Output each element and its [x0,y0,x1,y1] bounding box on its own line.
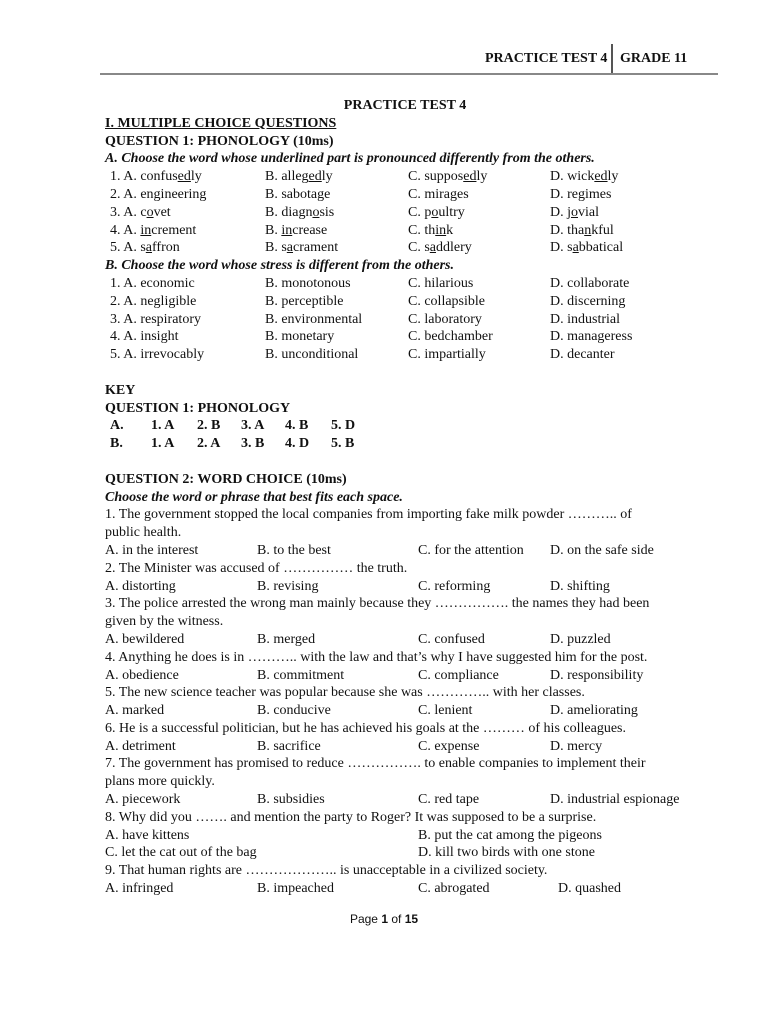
answer-option: C. for the attention [418,542,524,558]
phonology-option [550,168,618,186]
answer-option: B. conducive [257,703,331,719]
header-divider [611,44,613,74]
option-text: D. j [550,204,571,220]
question-stem: plans more quickly. [105,774,215,790]
options-row [105,738,705,756]
answer-option: B. commitment [257,667,345,683]
key-answer: A. [110,418,124,434]
stress-b-row [105,311,705,329]
page-title: PRACTICE TEST 4 [343,98,467,113]
stress-option: 5. A. irrevocably [110,347,205,363]
underlined-part: a [429,240,437,256]
header-grade: GRADE 11 [620,51,688,66]
phonology-option [408,204,465,222]
options-row [105,880,705,898]
underlined-part: o [571,204,578,220]
phonology-a-row [105,186,705,204]
stress-option: D. decanter [550,347,615,363]
option-text: D. regimes [550,186,612,202]
q2-heading: QUESTION 2: WORD CHOICE (10ms) [105,471,347,487]
question-stem: 3. The police arrested the wrong man mainly because they ……………. the names they had been [105,596,650,612]
key-answer: 1. A [151,418,175,434]
page-footer [0,912,768,926]
question-stem: 1. The government stopped the local companies from importing fake milk powder ……….. of [105,507,632,523]
stress-b-row [105,346,705,364]
option-text: D. wick [550,169,595,185]
stress-option: C. laboratory [408,311,482,327]
underlined-part: o [431,204,439,220]
stress-b-row [105,293,705,311]
underlined-part: in [435,222,447,238]
document-body [105,97,705,898]
underlined-part: a [286,240,294,256]
key-answer: 1. A [151,436,175,452]
answer-option: C. confused [418,631,485,647]
question-stem: given by the witness. [105,614,224,630]
footer-of: of [388,912,405,926]
key-answer: B. [110,436,123,452]
option-text: bbatical [578,240,624,256]
phonology-option [110,186,206,204]
option-text: B. [265,222,282,238]
question-stem: public health. [105,525,182,541]
stress-option: 2. A. negligible [110,293,197,309]
option-text: ly [321,169,333,185]
options-row [105,844,705,862]
answer-option: A. marked [105,703,165,719]
underlined-part: in [140,222,152,238]
key-label: KEY [105,382,136,398]
underlined-part: ed [177,169,191,185]
underlined-part: a [145,240,153,256]
question-stem: 7. The government has promised to reduce ……………. to enable companies to implement their [105,756,646,772]
phonology-option [550,239,623,257]
option-text: ly [190,169,202,185]
answer-option: C. expense [418,738,480,754]
phonology-a-row [105,222,705,240]
stress-b-row [105,328,705,346]
option-text: k [446,222,454,238]
key-answer: 2. A [197,436,221,452]
key-row [105,417,705,435]
spacer [105,453,705,471]
key-row [105,435,705,453]
answer-option: B. subsidies [257,792,325,808]
option-text: ffron [152,240,180,256]
question-stem: 8. Why did you ……. and mention the party to Roger? It was supposed to be a surprise. [105,809,597,825]
phonology-option [265,186,330,204]
option-text: C. suppos [408,169,464,185]
answer-option: A. distorting [105,578,176,594]
question-stem: 5. The new science teacher was popular because she was ………….. with her classes. [105,685,585,701]
question-stem: 4. Anything he does is in ……….. with the law and that’s why I have suggested him for the post. [105,649,648,665]
answer-option: B. impeached [257,881,334,897]
option-text: B. s [265,240,287,256]
header-rule [100,73,718,75]
option-text: crament [293,240,339,256]
answer-option: A. have kittens [105,827,190,843]
phonology-option [408,222,453,240]
option-text: C. th [408,222,436,238]
answer-option: C. let the cat out of the bag [105,845,257,861]
answer-option: B. sacrifice [257,738,321,754]
stress-option: D. discerning [550,293,626,309]
stress-option: C. impartially [408,347,486,363]
option-text: vial [578,204,599,220]
option-text: 3. A. c [110,204,147,220]
option-text: 5. A. s [110,240,146,256]
phonology-option [550,222,614,240]
options-row [105,827,705,845]
option-text: ly [607,169,619,185]
answer-option: D. kill two birds with one stone [418,845,595,861]
option-text: vet [153,204,171,220]
answer-option: B. put the cat among the pigeons [418,827,602,843]
key-answer: 4. D [285,436,310,452]
phonology-a-row [105,204,705,222]
answer-option: A. in the interest [105,542,199,558]
underlined-part: n [584,222,592,238]
phonology-a-row [105,239,705,257]
question-stem: 6. He is a successful politician, but he has achieved his goals at the ……… of his colleagues. [105,720,626,736]
phonology-option [265,204,334,222]
stress-option: B. monotonous [265,275,351,291]
option-text: B. diagn [265,204,313,220]
phonology-option [265,222,327,240]
stress-option: D. manageress [550,329,633,345]
underlined-part: ed [594,169,608,185]
answer-option: A. infringed [105,881,174,897]
key-answer: 3. B [241,436,265,452]
answer-option: D. on the safe side [550,542,654,558]
answer-option: B. revising [257,578,319,594]
answer-option: D. puzzled [550,631,611,647]
key-answer: 5. D [331,418,356,434]
phonology-option [265,168,333,186]
option-text: C. p [408,204,432,220]
q1-heading: QUESTION 1: PHONOLOGY (10ms) [105,133,334,149]
option-text: ly [476,169,488,185]
option-text: C. s [408,240,430,256]
options-row [105,578,705,596]
phonology-option [550,186,611,204]
stress-option: B. environmental [265,311,363,327]
q1-a-instruction: A. Choose the word whose underlined part is pronounced differently from the others. [105,151,595,167]
option-text: crease [292,222,328,238]
phonology-a-row [105,168,705,186]
phonology-option [110,222,196,240]
option-text: 4. A. [110,222,141,238]
option-text: D. s [550,240,573,256]
option-text: 1. A. confus [110,169,178,185]
answer-option: D. industrial espionage [550,792,680,808]
answer-option: C. abrogated [418,881,490,897]
underlined-part: o [312,204,320,220]
option-text: kful [591,222,614,238]
options-row [105,667,705,685]
answer-option: C. reforming [418,578,491,594]
option-text: D. tha [550,222,585,238]
answer-option: D. responsibility [550,667,644,683]
answer-option: B. merged [257,631,316,647]
underlined-part: o [146,204,154,220]
phonology-option [110,168,202,186]
option-text: sis [319,204,335,220]
options-row [105,542,705,560]
answer-option: D. shifting [550,578,610,594]
phonology-option [408,239,472,257]
options-row [105,631,705,649]
answer-option: C. compliance [418,667,499,683]
answer-option: C. lenient [418,703,473,719]
stress-option: B. perceptible [265,293,344,309]
phonology-option [408,168,487,186]
key-answer: 2. B [197,418,221,434]
underlined-part: a [572,240,579,256]
stress-option: B. monetary [265,329,335,345]
stress-b-row [105,275,705,293]
phonology-option [265,239,338,257]
answer-option: C. red tape [418,792,480,808]
phonology-option [110,204,171,222]
stress-option: B. unconditional [265,347,359,363]
stress-option: C. bedchamber [408,329,493,345]
footer-total-pages: 15 [404,912,419,926]
option-text: ultry [438,204,465,220]
option-text: 2. A. engineering [110,186,207,202]
answer-option: A. detriment [105,738,176,754]
option-text: ddlery [436,240,472,256]
answer-option: D. mercy [550,738,603,754]
underlined-part: in [281,222,293,238]
q1-b-instruction: B. Choose the word whose stress is different from the others. [105,258,455,274]
answer-option: A. piecework [105,792,181,808]
key-heading: QUESTION 1: PHONOLOGY [105,400,291,416]
options-row [105,702,705,720]
stress-option: 4. A. insight [110,329,179,345]
question-stem: 2. The Minister was accused of …………… the truth. [105,560,408,576]
spacer [105,364,705,382]
phonology-option [550,204,599,222]
header-test-title: PRACTICE TEST 4 [485,51,608,66]
footer-page-prefix: Page [349,912,382,926]
q2-instruction: Choose the word or phrase that best fits each space. [105,489,403,505]
page-header [0,0,768,80]
stress-option: C. hilarious [408,275,474,291]
answer-option: D. quashed [558,881,621,897]
stress-option: 1. A. economic [110,275,195,291]
option-text: B. sabotage [265,186,331,202]
stress-option: 3. A. respiratory [110,311,201,327]
stress-option: D. collaborate [550,275,630,291]
answer-option: D. ameliorating [550,703,638,719]
footer-current-page: 1 [381,912,388,926]
answer-option: A. obedience [105,667,179,683]
stress-option: D. industrial [550,311,620,327]
key-answer: 4. B [285,418,309,434]
key-answer: 5. B [331,436,355,452]
option-text: B. alleg [265,169,309,185]
answer-option: B. to the best [257,542,331,558]
key-answer: 3. A [241,418,265,434]
phonology-option [408,186,469,204]
question-stem: 9. That human rights are ……………….. is unacceptable in a civilized society. [105,863,548,879]
answer-option: A. bewildered [105,631,185,647]
option-text: C. mirages [408,186,469,202]
option-text: crement [151,222,197,238]
phonology-option [110,239,180,257]
section-heading: I. MULTIPLE CHOICE QUESTIONS [105,115,337,131]
options-row [105,791,705,809]
underlined-part: ed [308,169,322,185]
underlined-part: ed [463,169,477,185]
stress-option: C. collapsible [408,293,485,309]
